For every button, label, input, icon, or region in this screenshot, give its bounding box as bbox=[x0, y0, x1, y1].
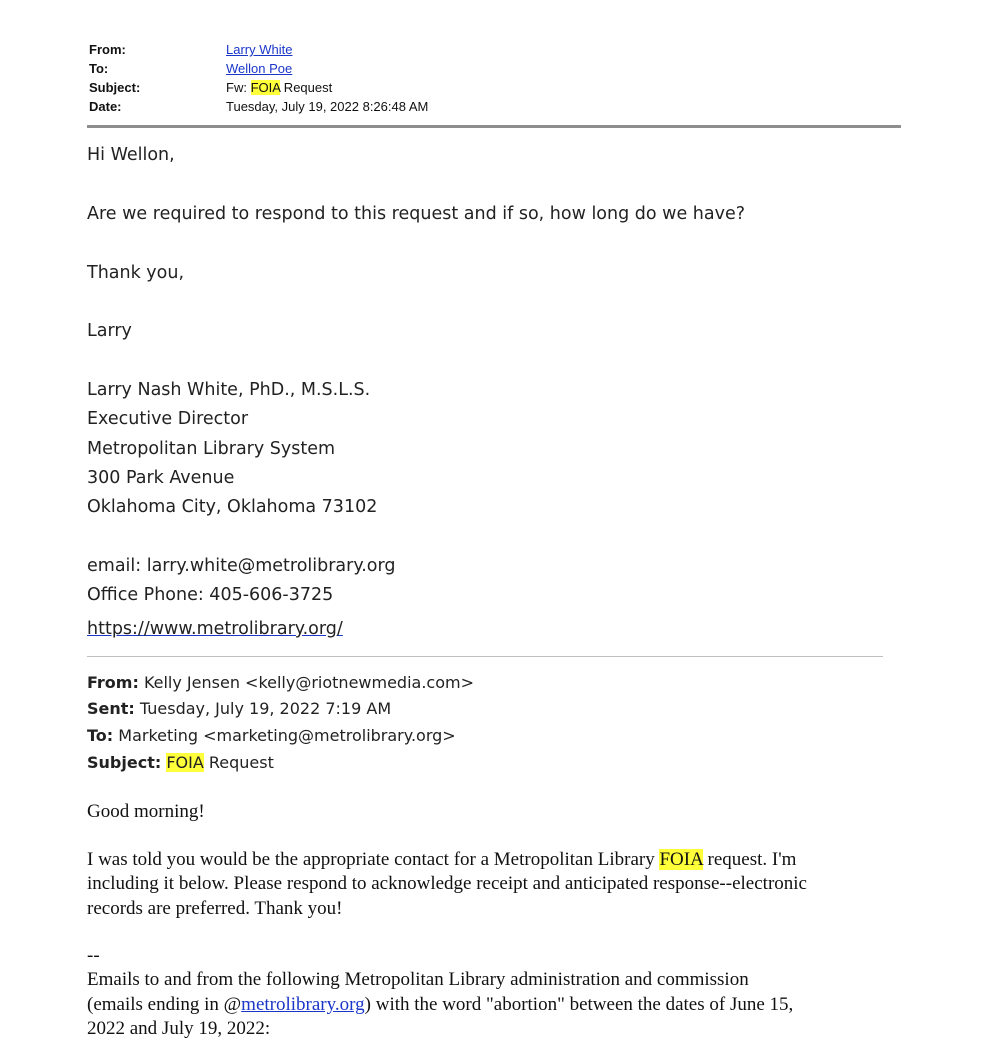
signature-phone: Office Phone: 405-606-3725 bbox=[87, 585, 334, 605]
forwarded-subject-row bbox=[87, 753, 274, 772]
message-p2-text-b: ) with the word "abortion" between the dates of June 15, bbox=[364, 994, 794, 1015]
header-to-label: To: bbox=[89, 61, 109, 76]
message-greeting: Good morning! bbox=[87, 801, 205, 822]
header-subject-prefix: Fw: bbox=[226, 80, 251, 95]
message-p2-domain-link[interactable]: metrolibrary.org bbox=[241, 994, 365, 1015]
header-divider bbox=[87, 125, 901, 128]
signature-name: Larry Nash White, PhD., M.S.L.S. bbox=[87, 380, 371, 400]
header-subject-value bbox=[226, 78, 332, 97]
forwarded-to-row bbox=[87, 726, 456, 745]
header-to-row bbox=[89, 59, 428, 78]
message-paragraph-2-line-2 bbox=[87, 993, 793, 1018]
reply-name: Larry bbox=[87, 321, 132, 341]
header-subject-highlight: FOIA bbox=[250, 80, 281, 95]
header-from-row bbox=[89, 40, 428, 59]
header-date-value: Tuesday, July 19, 2022 8:26:48 AM bbox=[226, 99, 429, 114]
forwarded-sent-value: Tuesday, July 19, 2022 7:19 AM bbox=[134, 699, 392, 718]
forwarded-subject-label: Subject: bbox=[87, 753, 162, 772]
signature-email: email: larry.white@metrolibrary.org bbox=[87, 556, 396, 576]
message-p2-text-a: (emails ending in @ bbox=[87, 994, 242, 1015]
message-p1-highlight: FOIA bbox=[659, 849, 703, 870]
forwarded-from-label: From: bbox=[87, 673, 139, 692]
forwarded-to-value: Marketing <marketing@metrolibrary.org> bbox=[113, 726, 456, 745]
forwarded-sent-row bbox=[87, 699, 391, 718]
header-to-link[interactable]: Wellon Poe bbox=[226, 61, 293, 76]
reply-question: Are we required to respond to this request and if so, how long do we have? bbox=[87, 204, 746, 224]
message-paragraph-1-line-3: records are preferred. Thank you! bbox=[87, 898, 343, 919]
header-subject-label: Subject: bbox=[89, 80, 141, 95]
signature-street: 300 Park Avenue bbox=[87, 468, 235, 488]
message-separator: -- bbox=[87, 945, 100, 966]
reply-thanks: Thank you, bbox=[87, 263, 185, 283]
message-paragraph-2-line-1: Emails to and from the following Metropolitan Library administration and commission bbox=[87, 969, 749, 990]
message-paragraph-2-line-3: 2022 and July 19, 2022: bbox=[87, 1018, 271, 1039]
forward-divider bbox=[87, 656, 883, 657]
forwarded-from-value: Kelly Jensen <kelly@riotnewmedia.com> bbox=[138, 673, 474, 692]
header-subject-row bbox=[89, 78, 428, 97]
message-p1-text-a: I was told you would be the appropriate contact for a Metropolitan Library bbox=[87, 849, 660, 870]
email-header bbox=[89, 40, 428, 116]
signature-city: Oklahoma City, Oklahoma 73102 bbox=[87, 497, 378, 517]
forwarded-subject-highlight: FOIA bbox=[166, 753, 204, 772]
forwarded-from-row bbox=[87, 673, 474, 692]
signature-title: Executive Director bbox=[87, 409, 249, 429]
signature-website-link[interactable]: https://www.metrolibrary.org/ bbox=[87, 619, 343, 639]
header-date-label: Date: bbox=[89, 99, 122, 114]
header-from-link[interactable]: Larry White bbox=[226, 42, 293, 57]
reply-greeting: Hi Wellon, bbox=[87, 145, 175, 165]
forwarded-to-label: To: bbox=[87, 726, 114, 745]
header-date-row bbox=[89, 97, 428, 116]
forwarded-sent-label: Sent: bbox=[87, 699, 135, 718]
message-p1-text-b: request. I'm bbox=[702, 849, 797, 870]
message-paragraph-1-line-2: including it below. Please respond to acknowledge receipt and anticipated response--electronic bbox=[87, 873, 807, 894]
message-paragraph-1-line-1 bbox=[87, 848, 796, 873]
signature-org: Metropolitan Library System bbox=[87, 439, 336, 459]
forwarded-subject-suffix: Request bbox=[203, 753, 274, 772]
header-from-label: From: bbox=[89, 42, 126, 57]
header-subject-suffix: Request bbox=[280, 80, 333, 95]
